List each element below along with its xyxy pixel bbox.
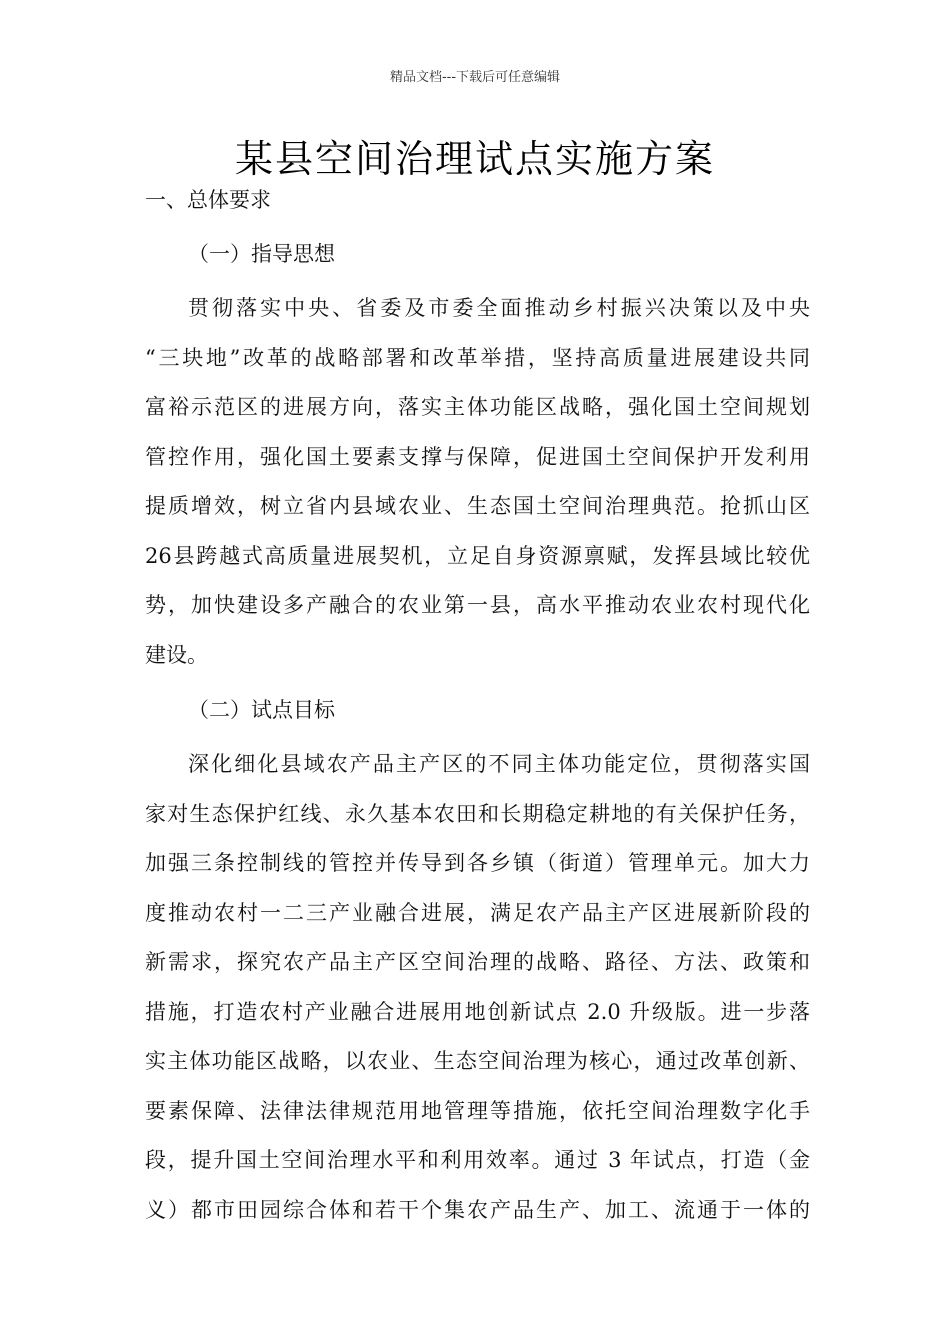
paragraph-pilot-goals	[145, 740, 810, 1235]
page-header: 精品文档---下载后可任意编辑	[389, 70, 561, 85]
paragraph-line: 措施，打造农村产业融合进展用地创新试点 2.0 升级版。进一步落	[145, 999, 810, 1024]
paragraph-line: 新需求，探究农产品主产区空间治理的战略、路径、方法、政策和	[145, 950, 810, 974]
paragraph-line: 实主体功能区战略，以农业、生态空间治理为核心，通过改革创新、	[145, 1049, 810, 1073]
paragraph-line: 管控作用，强化国土要素支撑与保障，促进国土空间保护开发利用	[145, 444, 810, 469]
paragraph-line: 26县跨越式高质量进展契机，立足自身资源禀赋，发挥县域比较优	[145, 543, 810, 568]
paragraph-line: 提质增效，树立省内县域农业、生态国土空间治理典范。抢抓山区	[145, 494, 810, 518]
paragraph-line: “三块地”改革的战略部署和改革举措，坚持高质量进展建设共同	[145, 345, 810, 370]
paragraph-line: 建设。	[145, 642, 208, 667]
paragraph-line: 富裕示范区的进展方向，落实主体功能区战略，强化国土空间规划	[145, 395, 810, 419]
paragraph-line: 义）都市田园综合体和若干个集农产品生产、加工、流通于一体的	[145, 1197, 810, 1222]
paragraph-line: 要素保障、法律法律规范用地管理等措施，依托空间治理数字化手	[145, 1098, 810, 1123]
subsection-heading-pilot-goals: （二）试点目标	[188, 698, 335, 722]
paragraph-line: 家对生态保护红线、永久基本农田和长期稳定耕地的有关保护任务，	[145, 801, 810, 826]
subsection-heading-guiding-ideology: （一）指导思想	[188, 242, 335, 266]
paragraph-guiding-ideology	[145, 284, 810, 680]
paragraph-line: 势，加快建设多产融合的农业第一县，高水平推动农业农村现代化	[145, 593, 810, 617]
paragraph-line: 度推动农村一二三产业融合进展，满足农产品主产区进展新阶段的	[145, 900, 810, 925]
paragraph-line: 加强三条控制线的管控并传导到各乡镇（街道）管理单元。加大力	[145, 851, 810, 875]
document-title: 某县空间治理试点实施方案	[234, 137, 715, 181]
paragraph-line: 深化细化县域农产品主产区的不同主体功能定位，贯彻落实国	[188, 752, 810, 776]
paragraph-line: 段，提升国土空间治理水平和利用效率。通过 3 年试点，打造（金	[145, 1148, 810, 1172]
document-body	[145, 180, 810, 1245]
section-heading-general-requirements: 一、总体要求	[145, 188, 271, 212]
paragraph-line: 贯彻落实中央、省委及市委全面推动乡村振兴决策以及中央	[188, 296, 810, 320]
